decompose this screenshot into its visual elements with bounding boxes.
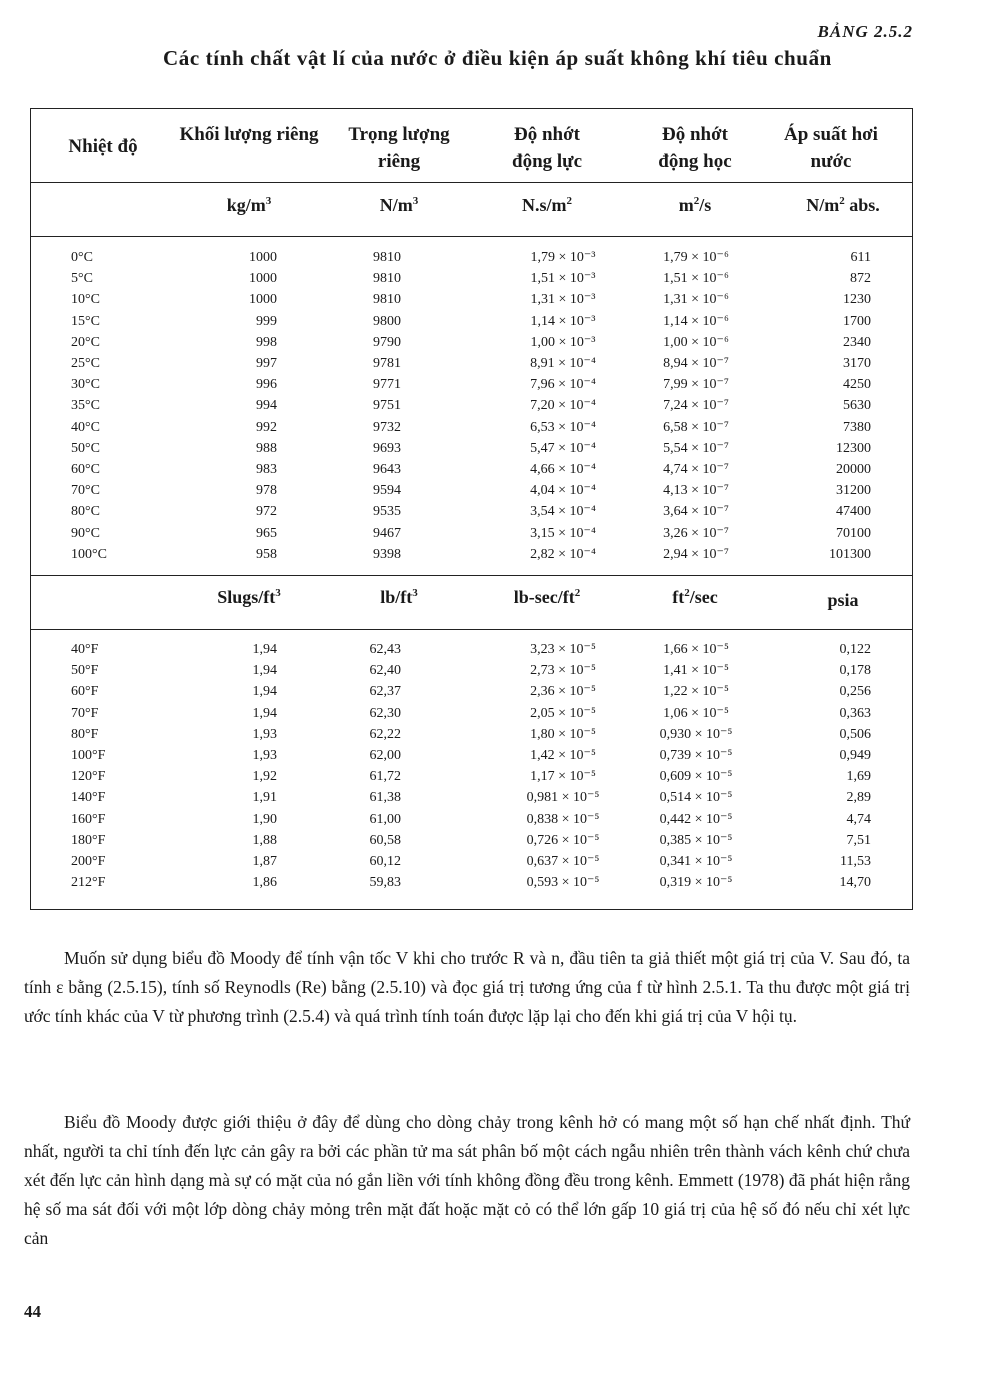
table-row	[31, 724, 912, 745]
cell-dynamic-viscosity: 3,23 × 10⁻⁵	[530, 642, 596, 657]
cell-specific-weight: 62,22	[369, 726, 401, 742]
cell-kinematic-viscosity: 8,94 × 10⁻⁷	[663, 356, 729, 371]
cell-kinematic-viscosity: 1,06 × 10⁻⁵	[663, 705, 729, 721]
cell-dynamic-viscosity: 3,15 × 10⁻⁴	[530, 525, 596, 541]
imperial-unit-specific-weight: $lb/ft^3$	[380, 587, 418, 607]
table-row	[31, 374, 912, 395]
header-temperature: Nhiệt độ	[68, 136, 138, 157]
imperial-unit-kinematic-viscosity: $ft^2/\sec$	[672, 587, 718, 607]
header-dynamic-viscosity: Độ nhớt động lực	[512, 124, 582, 172]
cell-density: 1,94	[252, 705, 277, 721]
cell-specific-weight: 9398	[373, 546, 401, 562]
cell-kinematic-viscosity: 0,385 × 10⁻⁵	[659, 832, 733, 848]
cell-vapor-pressure: 2340	[843, 334, 871, 350]
cell-temp: 20°C	[71, 334, 100, 350]
cell-kinematic-viscosity: 0,514 × 10⁻⁵	[659, 790, 733, 806]
cell-kinematic-viscosity: 7,99 × 10⁻⁷	[663, 377, 729, 393]
cell-kinematic-viscosity: 2,94 × 10⁻⁷	[663, 546, 729, 562]
cell-density: 1,88	[252, 832, 277, 848]
cell-specific-weight: 62,43	[369, 642, 401, 657]
si-unit-dynamic-viscosity: $N.s/m^2$	[522, 195, 572, 215]
cell-vapor-pressure: 31200	[836, 483, 871, 499]
cell-specific-weight: 62,00	[369, 748, 401, 763]
table-row	[31, 787, 912, 808]
cell-dynamic-viscosity: 0,726 × 10⁻⁵	[526, 832, 600, 848]
cell-dynamic-viscosity: 6,53 × 10⁻⁴	[530, 419, 596, 435]
cell-dynamic-viscosity: 3,54 × 10⁻⁴	[530, 504, 596, 520]
cell-specific-weight: 9800	[373, 313, 401, 329]
cell-dynamic-viscosity: 0,838 × 10⁻⁵	[526, 811, 600, 827]
table-row	[31, 395, 912, 416]
cell-dynamic-viscosity: 1,14 × 10⁻³	[530, 313, 596, 329]
cell-temp: 212°F	[71, 875, 106, 891]
si-units-divider	[31, 236, 912, 237]
cell-temp: 40°F	[71, 642, 99, 657]
cell-specific-weight: 9751	[373, 398, 401, 414]
cell-kinematic-viscosity: 0,609 × 10⁻⁵	[659, 769, 733, 785]
cell-density: 1,90	[252, 811, 277, 827]
imperial-unit-vapor-pressure: psia	[827, 590, 859, 610]
cell-temp: 25°C	[71, 356, 100, 371]
cell-density: 1000	[249, 250, 277, 265]
cell-vapor-pressure: 70100	[836, 525, 871, 541]
cell-vapor-pressure: 1230	[843, 292, 871, 308]
cell-density: 965	[256, 525, 277, 541]
cell-specific-weight: 60,12	[369, 854, 401, 869]
cell-kinematic-viscosity: 7,24 × 10⁻⁷	[663, 398, 729, 414]
cell-dynamic-viscosity: 2,36 × 10⁻⁵	[530, 684, 596, 700]
cell-dynamic-viscosity: 1,79 × 10⁻³	[530, 250, 596, 265]
cell-vapor-pressure: 0,949	[839, 748, 871, 763]
table-row	[31, 417, 912, 438]
table-row	[31, 247, 912, 268]
table-row	[31, 681, 912, 702]
cell-specific-weight: 9781	[373, 356, 401, 371]
cell-vapor-pressure: 611	[850, 250, 871, 265]
cell-temp: 40°C	[71, 419, 100, 435]
cell-dynamic-viscosity: 1,17 × 10⁻⁵	[530, 769, 596, 785]
cell-temp: 80°C	[71, 504, 100, 520]
table-row	[31, 501, 912, 522]
cell-temp: 0°C	[71, 250, 93, 265]
cell-vapor-pressure: 101300	[829, 546, 871, 562]
imperial-unit-density: Slugs/$ft^3$	[217, 587, 281, 607]
cell-specific-weight: 9790	[373, 334, 401, 350]
cell-density: 999	[256, 313, 277, 329]
cell-density: 994	[256, 398, 277, 414]
cell-density: 998	[256, 334, 277, 350]
cell-specific-weight: 62,30	[369, 705, 401, 721]
cell-kinematic-viscosity: 1,31 × 10⁻⁶	[663, 292, 729, 308]
table-row	[31, 851, 912, 872]
table-row	[31, 745, 912, 766]
cell-dynamic-viscosity: 4,66 × 10⁻⁴	[530, 462, 596, 477]
cell-specific-weight: 61,00	[369, 811, 401, 827]
header-vapor-pressure: Áp suất hơi nước	[784, 124, 878, 172]
cell-kinematic-viscosity: 3,64 × 10⁻⁷	[663, 504, 729, 520]
cell-density: 997	[256, 356, 277, 371]
header-density: Khối lượng riêng	[179, 124, 319, 145]
table-row	[31, 660, 912, 681]
cell-dynamic-viscosity: 2,82 × 10⁻⁴	[530, 546, 596, 562]
table-row	[31, 523, 912, 544]
cell-vapor-pressure: 14,70	[839, 875, 871, 891]
cell-specific-weight: 61,72	[369, 769, 401, 785]
cell-kinematic-viscosity: 5,54 × 10⁻⁷	[663, 440, 729, 456]
cell-dynamic-viscosity: 2,73 × 10⁻⁵	[530, 663, 596, 679]
si-unit-kinematic-viscosity: $m^2/s$	[678, 195, 712, 215]
cell-vapor-pressure: 5630	[843, 398, 871, 414]
table-label: BẢNG 2.5.2	[817, 22, 913, 41]
cell-temp: 180°F	[71, 832, 106, 848]
cell-vapor-pressure: 7,51	[846, 832, 871, 848]
cell-temp: 30°C	[71, 377, 100, 393]
cell-dynamic-viscosity: 1,51 × 10⁻³	[530, 271, 596, 287]
cell-specific-weight: 9535	[373, 504, 401, 520]
cell-vapor-pressure: 4250	[843, 377, 871, 393]
cell-dynamic-viscosity: 2,05 × 10⁻⁵	[530, 705, 596, 721]
table-row	[31, 809, 912, 830]
cell-density: 983	[256, 462, 277, 477]
cell-vapor-pressure: 4,74	[846, 811, 871, 827]
cell-temp: 50°C	[71, 440, 100, 456]
cell-temp: 70°F	[71, 705, 99, 721]
cell-vapor-pressure: 0,363	[839, 705, 871, 721]
cell-vapor-pressure: 3170	[843, 356, 871, 371]
cell-density: 972	[256, 504, 277, 520]
cell-density: 1,94	[252, 684, 277, 700]
cell-specific-weight: 9771	[373, 377, 401, 393]
header-divider	[31, 182, 912, 183]
cell-density: 1,91	[252, 790, 277, 806]
si-unit-vapor-pressure: $N/m^2$ abs.	[806, 195, 880, 215]
cell-density: 1000	[249, 271, 277, 287]
header-kinematic-viscosity: Độ nhớt động học	[658, 124, 732, 172]
cell-specific-weight: 9810	[373, 292, 401, 308]
cell-dynamic-viscosity: 7,96 × 10⁻⁴	[530, 377, 596, 393]
cell-temp: 100°C	[71, 546, 107, 562]
table-row	[31, 766, 912, 787]
table-title: Các tính chất vật lí của nước ở điều kiện áp suất không khí tiêu chuẩn	[163, 46, 832, 70]
cell-kinematic-viscosity: 4,13 × 10⁻⁷	[663, 483, 729, 499]
cell-dynamic-viscosity: 1,00 × 10⁻³	[530, 334, 596, 350]
table-row	[31, 353, 912, 374]
cell-temp: 100°F	[71, 748, 106, 763]
cell-specific-weight: 62,40	[369, 663, 401, 679]
cell-dynamic-viscosity: 1,80 × 10⁻⁵	[530, 726, 596, 742]
table-row	[31, 639, 912, 660]
cell-density: 1,92	[252, 769, 277, 785]
cell-vapor-pressure: 20000	[836, 462, 871, 477]
cell-dynamic-viscosity: 5,47 × 10⁻⁴	[530, 440, 596, 456]
cell-kinematic-viscosity: 6,58 × 10⁻⁷	[663, 419, 729, 435]
cell-specific-weight: 59,83	[369, 875, 401, 891]
cell-specific-weight: 62,37	[369, 684, 401, 700]
cell-kinematic-viscosity: 1,51 × 10⁻⁶	[663, 271, 729, 287]
cell-kinematic-viscosity: 0,442 × 10⁻⁵	[659, 811, 733, 827]
cell-dynamic-viscosity: 0,637 × 10⁻⁵	[526, 854, 600, 869]
cell-vapor-pressure: 47400	[836, 504, 871, 520]
cell-kinematic-viscosity: 0,319 × 10⁻⁵	[659, 875, 733, 891]
cell-density: 1,87	[252, 854, 277, 869]
cell-density: 992	[256, 419, 277, 435]
si-unit-specific-weight: $N/m^3$	[379, 195, 419, 215]
cell-density: 958	[256, 546, 277, 562]
cell-density: 996	[256, 377, 277, 393]
cell-specific-weight: 61,38	[369, 790, 401, 806]
cell-density: 1,86	[252, 875, 277, 891]
cell-dynamic-viscosity: 0,593 × 10⁻⁵	[526, 875, 600, 891]
page-number: 44	[24, 1302, 41, 1321]
properties-table	[30, 108, 913, 910]
table-row	[31, 830, 912, 851]
cell-kinematic-viscosity: 0,341 × 10⁻⁵	[659, 854, 733, 869]
cell-vapor-pressure: 872	[850, 271, 871, 287]
table-row	[31, 544, 912, 565]
cell-dynamic-viscosity: 4,04 × 10⁻⁴	[530, 483, 596, 499]
cell-vapor-pressure: 0,178	[839, 663, 871, 679]
imperial-units-divider	[31, 629, 912, 630]
cell-kinematic-viscosity: 4,74 × 10⁻⁷	[663, 462, 729, 477]
cell-kinematic-viscosity: 3,26 × 10⁻⁷	[663, 525, 729, 541]
cell-specific-weight: 9810	[373, 250, 401, 265]
cell-temp: 60°F	[71, 684, 99, 700]
cell-vapor-pressure: 12300	[836, 440, 871, 456]
cell-dynamic-viscosity: 8,91 × 10⁻⁴	[530, 356, 596, 371]
cell-dynamic-viscosity: 1,42 × 10⁻⁵	[530, 748, 596, 763]
si-unit-density: $kg/m^3$	[226, 195, 272, 215]
cell-density: 978	[256, 483, 277, 499]
cell-density: 1,93	[252, 748, 277, 763]
cell-kinematic-viscosity: 1,14 × 10⁻⁶	[663, 313, 729, 329]
cell-temp: 80°F	[71, 726, 99, 742]
cell-vapor-pressure: 11,53	[840, 854, 871, 869]
table-row	[31, 289, 912, 310]
table-row	[31, 268, 912, 289]
cell-vapor-pressure: 0,122	[839, 642, 871, 657]
cell-kinematic-viscosity: 1,66 × 10⁻⁵	[663, 642, 729, 657]
cell-dynamic-viscosity: 1,31 × 10⁻³	[530, 292, 596, 308]
cell-temp: 15°C	[71, 313, 100, 329]
cell-specific-weight: 60,58	[369, 832, 401, 848]
header-specific-weight: Trọng lượng riêng	[348, 124, 450, 172]
cell-temp: 35°C	[71, 398, 100, 414]
cell-kinematic-viscosity: 0,930 × 10⁻⁵	[659, 726, 733, 742]
cell-specific-weight: 9810	[373, 271, 401, 287]
si-section-end-divider	[31, 575, 912, 576]
cell-temp: 50°F	[71, 663, 99, 679]
cell-vapor-pressure: 1,69	[846, 769, 871, 785]
cell-vapor-pressure: 0,506	[839, 726, 871, 742]
cell-dynamic-viscosity: 0,981 × 10⁻⁵	[526, 790, 600, 806]
cell-temp: 10°C	[71, 292, 100, 308]
cell-kinematic-viscosity: 1,79 × 10⁻⁶	[663, 250, 729, 265]
cell-specific-weight: 9594	[373, 483, 401, 499]
cell-vapor-pressure: 0,256	[839, 684, 871, 700]
table-row	[31, 872, 912, 893]
table-row	[31, 459, 912, 480]
cell-temp: 160°F	[71, 811, 106, 827]
cell-density: 1000	[249, 292, 277, 308]
cell-density: 988	[256, 440, 277, 456]
cell-vapor-pressure: 2,89	[846, 790, 871, 806]
cell-kinematic-viscosity: 0,739 × 10⁻⁵	[659, 748, 733, 763]
cell-temp: 70°C	[71, 483, 100, 499]
cell-vapor-pressure: 7380	[843, 419, 871, 435]
table-row	[31, 311, 912, 332]
cell-kinematic-viscosity: 1,41 × 10⁻⁵	[663, 663, 729, 679]
cell-specific-weight: 9643	[373, 462, 401, 477]
cell-temp: 60°C	[71, 462, 100, 477]
table-row	[31, 480, 912, 501]
cell-vapor-pressure: 1700	[843, 313, 871, 329]
table-row	[31, 438, 912, 459]
cell-temp: 120°F	[71, 769, 106, 785]
cell-kinematic-viscosity: 1,00 × 10⁻⁶	[663, 334, 729, 350]
cell-dynamic-viscosity: 7,20 × 10⁻⁴	[530, 398, 596, 414]
table-row	[31, 703, 912, 724]
paragraph-2: Biểu đồ Moody được giới thiệu ở đây để dùng cho dòng chảy trong kênh hở có mang một số hạn chế nhất định. Thứ nhất, người ta chỉ tính đến lực cản gây ra bởi các phần tử ma sát phân bố một cách ngẫu nhiên trên thành vách kênh chứ chưa xét đến lực cản hình dạng mà sự có mặt của nó gắn liền với tính không đồng đều trong kênh. Emmett (1978) đã phát hiện rằng hệ số ma sát đối với một lớp dòng chảy mỏng trên mặt đất hoặc mặt cỏ có thể lớn gấp 10 giá trị của hệ số đó nếu chỉ xét lực cản	[24, 1112, 910, 1248]
cell-temp: 5°C	[71, 271, 93, 287]
cell-density: 1,94	[252, 642, 277, 657]
imperial-unit-dynamic-viscosity: $lb-\sec/ft^2$	[513, 587, 581, 607]
table-row	[31, 332, 912, 353]
cell-temp: 90°C	[71, 525, 100, 541]
cell-temp: 200°F	[71, 854, 106, 869]
paragraph-1: Muốn sử dụng biểu đồ Moody để tính vận tốc V khi cho trước R và n, đầu tiên ta giả thiết một giá trị của V. Sau đó, ta tính ε bằng (2.5.15), tính số Reynodls (Re) bằng (2.5.10) và đọc giá trị tương ứng của f từ hình 2.5.1. Ta thu được một giá trị ước tính khác của V từ phương trình (2.5.4) và quá trình tính toán được lặp lại cho đến khi giá trị của V hội tụ.	[24, 948, 910, 1026]
cell-density: 1,93	[252, 726, 277, 742]
cell-specific-weight: 9467	[373, 525, 401, 541]
cell-kinematic-viscosity: 1,22 × 10⁻⁵	[663, 684, 729, 700]
cell-specific-weight: 9693	[373, 440, 401, 456]
cell-temp: 140°F	[71, 790, 106, 806]
cell-density: 1,94	[252, 663, 277, 679]
cell-specific-weight: 9732	[373, 419, 401, 435]
